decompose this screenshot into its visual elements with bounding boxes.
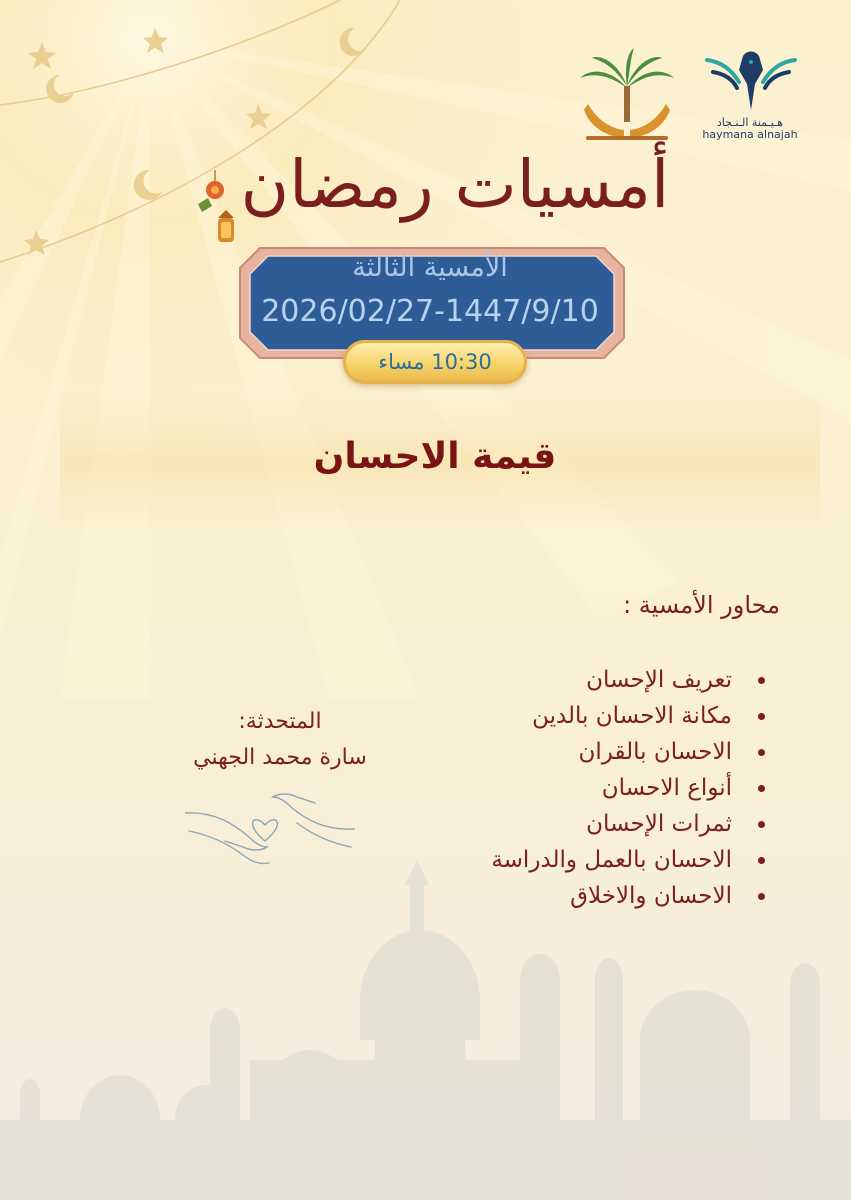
evening-number: الأمسية الثالثة: [352, 252, 508, 283]
bullet-icon: [758, 749, 765, 756]
axis-item-label: مكانة الاحسان بالدين: [532, 703, 732, 729]
axes-list: [430, 662, 780, 914]
list-item: [430, 770, 780, 806]
logo-latin-text: haymana alnajah: [702, 128, 798, 141]
page-title: أمسيات رمضان: [240, 146, 670, 223]
list-item: [430, 698, 780, 734]
time-badge-text: 10:30 مساء: [378, 350, 492, 374]
hands-heart-icon: [185, 785, 355, 875]
evening-date: 2026/02/27-1447/9/10: [261, 294, 599, 329]
list-item: [430, 662, 780, 698]
axis-item-label: تعريف الإحسان: [586, 667, 732, 693]
list-item: [430, 842, 780, 878]
bullet-icon: [758, 785, 765, 792]
speaker-name: سارة محمد الجهني: [193, 745, 367, 770]
bullet-icon: [758, 857, 765, 864]
list-item: [430, 806, 780, 842]
axis-item-label: أنواع الاحسان: [601, 775, 732, 801]
eagle-logo: [703, 48, 799, 118]
bullet-icon: [758, 821, 765, 828]
topic-title: قيمة الاحسان: [313, 436, 557, 477]
bullet-icon: [758, 713, 765, 720]
bullet-icon: [758, 677, 765, 684]
palm-hands-logo: [578, 48, 676, 144]
axis-item-label: الاحسان بالقران: [578, 739, 732, 765]
axis-item-label: الاحسان والاخلاق: [570, 883, 732, 909]
speaker-label: المتحدثة:: [238, 709, 322, 734]
axis-item-label: ثمرات الإحسان: [586, 811, 732, 837]
list-item: [430, 878, 780, 914]
list-item: [430, 734, 780, 770]
bullet-icon: [758, 893, 765, 900]
logo-arabic-text: هـيـمنة الـنـجاد: [716, 116, 784, 129]
axes-heading: محاور الأمسية :: [623, 591, 780, 619]
axis-item-label: الاحسان بالعمل والدراسة: [491, 847, 732, 873]
